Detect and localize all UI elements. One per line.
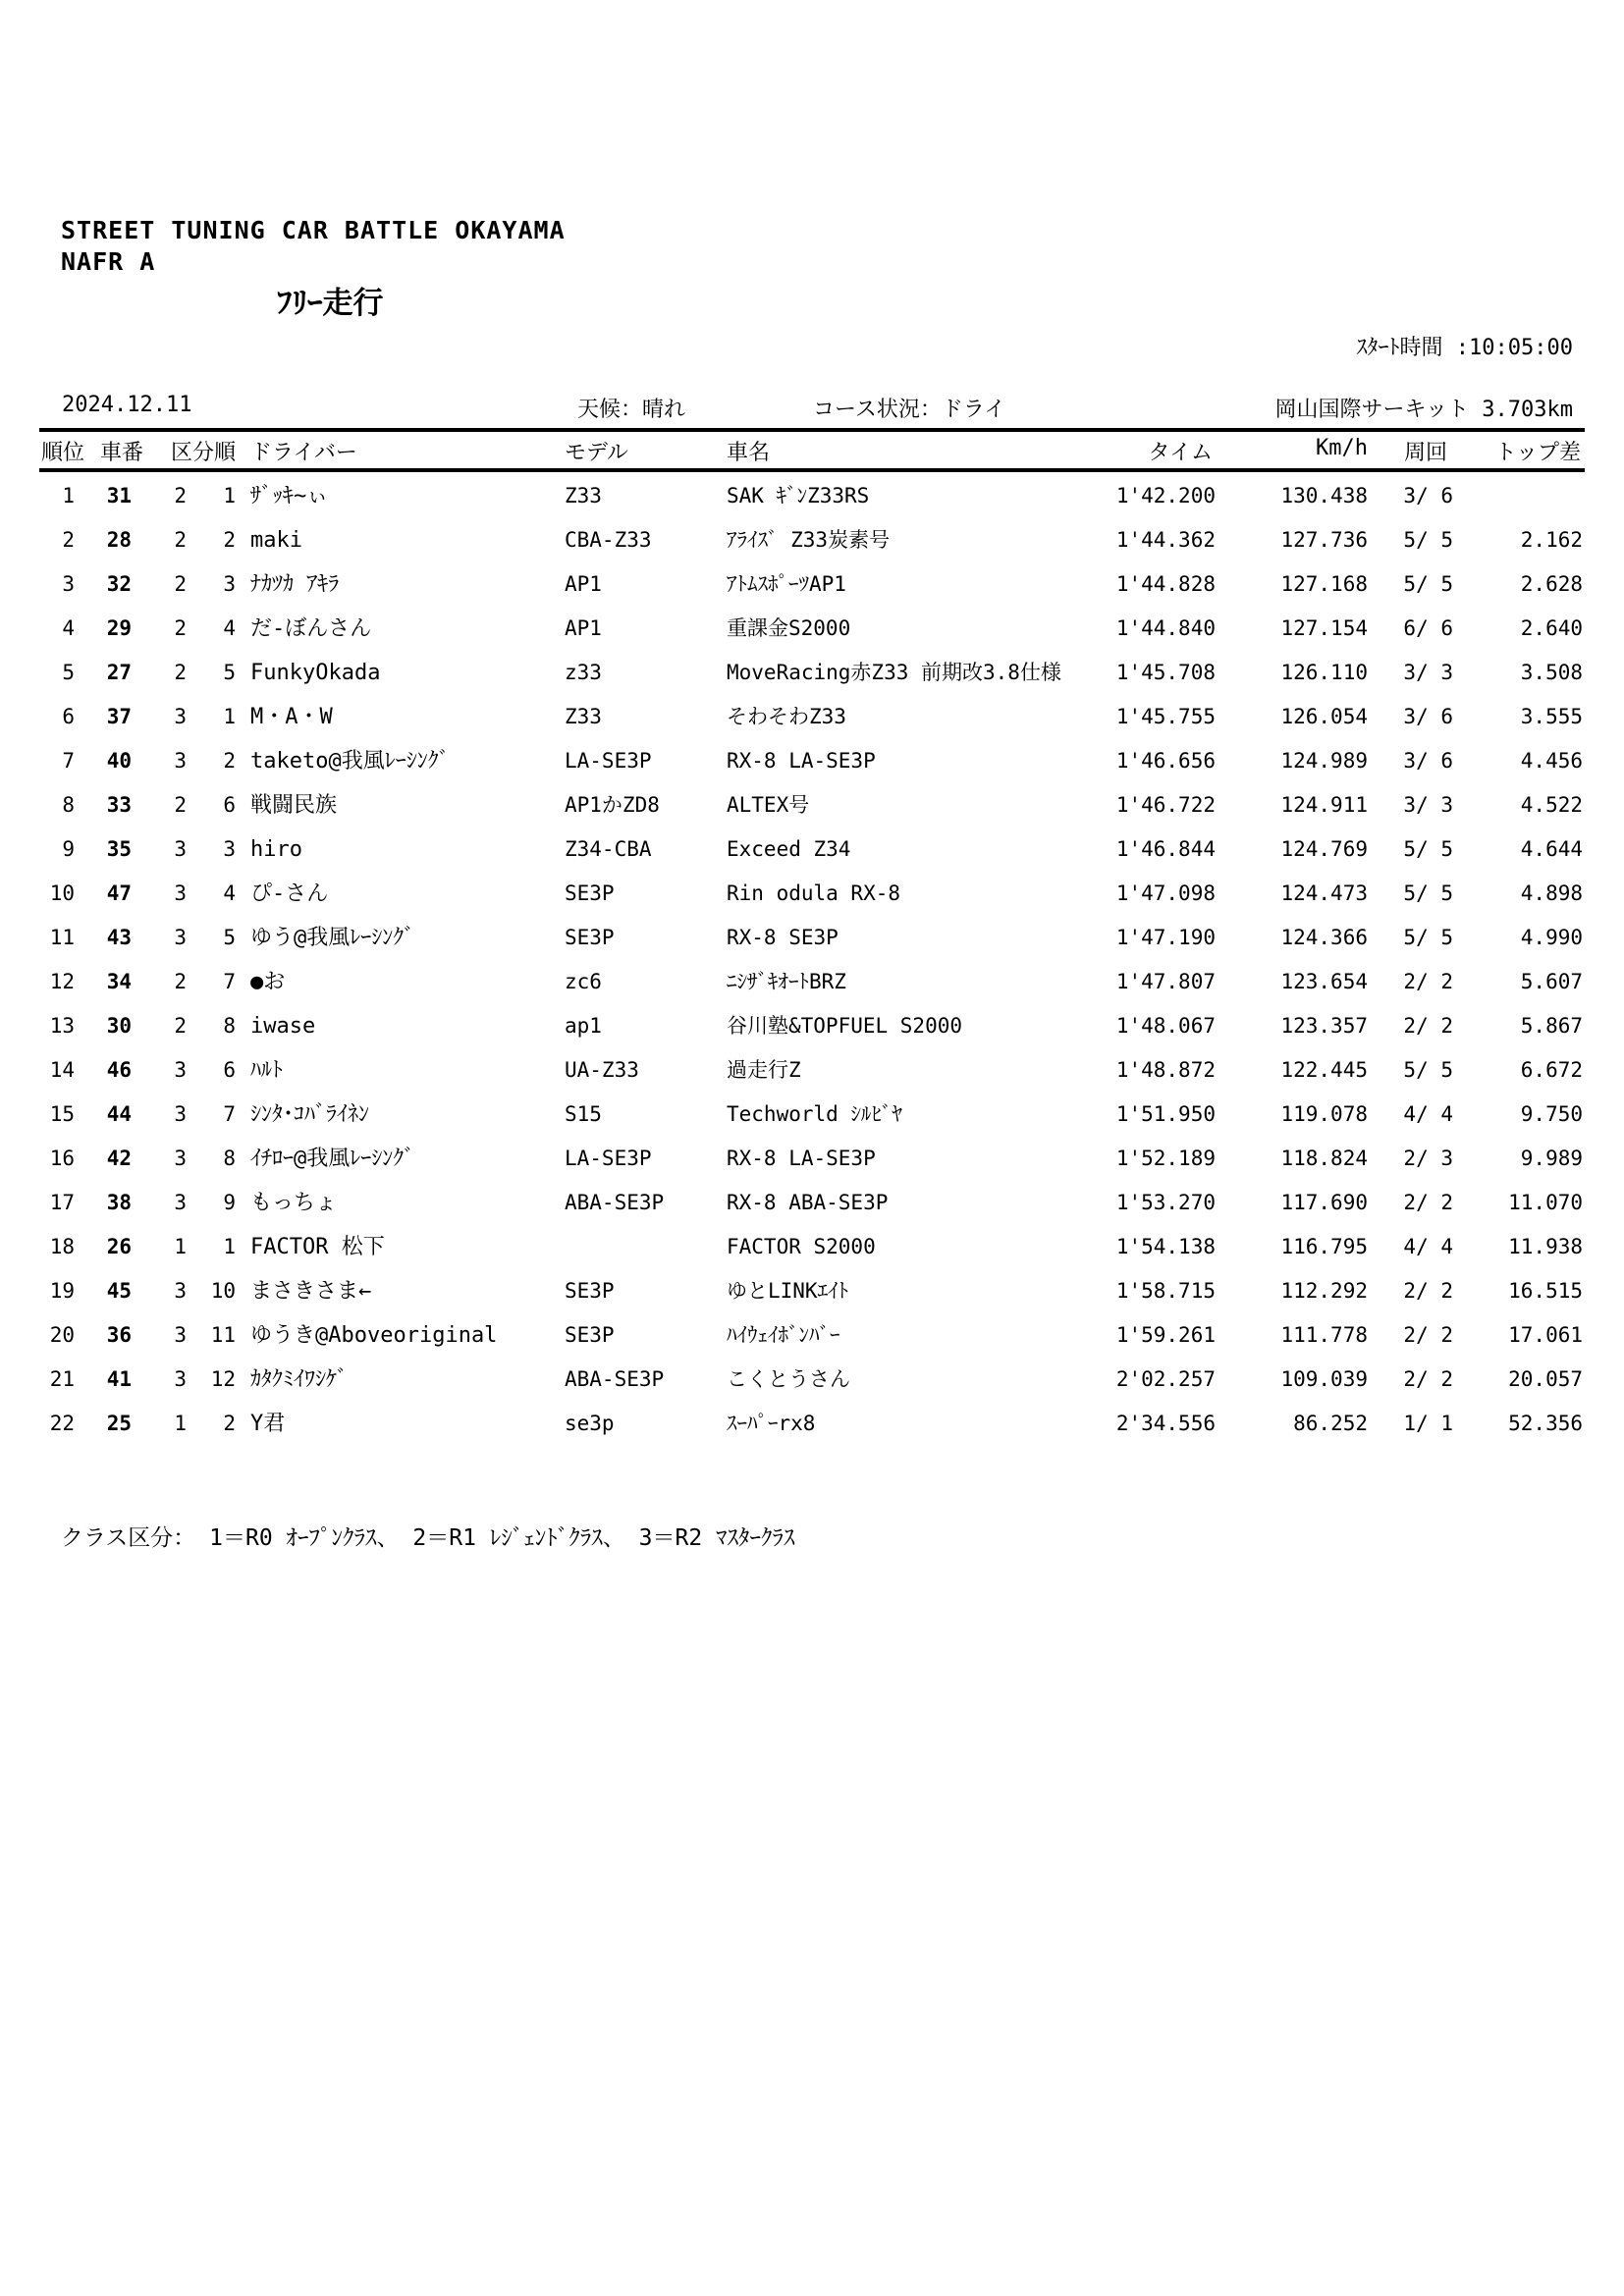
cell-model: SE3P (565, 926, 615, 949)
cell-car_name: ﾆｼｻﾞｷｵｰﾄBRZ (727, 970, 846, 993)
cell-pos: 22 (49, 1412, 75, 1435)
cell-cls: 1 (174, 1412, 187, 1435)
cell-gap: 16.515 (1508, 1279, 1583, 1303)
cell-time: 1'45.708 (1115, 661, 1216, 684)
cell-pos: 20 (49, 1323, 75, 1347)
table-row (39, 1048, 1583, 1093)
cell-car_no: 47 (106, 881, 132, 905)
table-row (39, 1004, 1583, 1048)
cell-laps: 3/ 6 (1403, 749, 1453, 773)
cell-gap: 3.555 (1520, 705, 1583, 728)
cell-cls_order: 9 (223, 1191, 236, 1214)
cell-cls_order: 7 (223, 970, 236, 993)
table-row (39, 1358, 1583, 1402)
cell-pos: 10 (49, 881, 75, 905)
table-row (39, 739, 1583, 783)
cell-cls_order: 11 (210, 1323, 236, 1347)
table-row (39, 607, 1583, 651)
cell-driver: FACTOR 松下 (250, 1235, 385, 1259)
cell-car_name: ゆとLINKｴｲﾄ (727, 1279, 849, 1303)
cell-cls_order: 8 (223, 1147, 236, 1170)
cell-kmh: 112.292 (1280, 1279, 1368, 1303)
cell-cls: 3 (174, 749, 187, 773)
weather: 天候：晴れ (577, 398, 686, 422)
cell-laps: 2/ 2 (1403, 970, 1453, 993)
cell-pos: 1 (62, 484, 75, 507)
event-title: STREET TUNING CAR BATTLE OKAYAMA (61, 216, 566, 244)
cell-time: 1'48.067 (1115, 1014, 1216, 1038)
header-time: タイム (1148, 441, 1213, 465)
cell-cls_order: 1 (223, 705, 236, 728)
cell-driver: FunkyOkada (250, 661, 381, 685)
cell-kmh: 127.168 (1280, 572, 1368, 596)
cell-car_name: Rin odula RX-8 (727, 881, 901, 905)
cell-driver: ゆう@我風ﾚｰｼﾝｸﾞ (250, 926, 415, 950)
cell-car_name: こくとうさん (727, 1367, 850, 1391)
cell-driver: ｶﾀｸﾐｲﾜｼｹﾞ (250, 1367, 349, 1392)
cell-driver: M・A・W (250, 705, 333, 729)
cell-car_no: 31 (106, 484, 132, 507)
cell-driver: ぴ-さん (250, 881, 329, 906)
cell-car_no: 40 (106, 749, 132, 773)
cell-cls: 3 (174, 705, 187, 728)
cell-pos: 19 (49, 1279, 75, 1303)
cell-laps: 5/ 5 (1403, 528, 1453, 552)
cell-kmh: 126.110 (1280, 661, 1368, 684)
cell-cls_order: 1 (223, 484, 236, 507)
cell-car_name: 谷川塾&TOPFUEL S2000 (727, 1014, 963, 1038)
cell-gap: 4.990 (1520, 926, 1583, 949)
divider-top (39, 428, 1585, 432)
cell-cls_order: 3 (223, 837, 236, 861)
cell-kmh: 86.252 (1293, 1412, 1368, 1435)
cell-driver: iwase (250, 1014, 316, 1039)
cell-car_name: SAK ｷﾞﾝZ33RS (727, 484, 870, 507)
cell-pos: 2 (62, 528, 75, 552)
cell-model: Z33 (565, 484, 602, 507)
cell-driver: ●お (250, 970, 286, 994)
cell-driver: 戦闘民族 (250, 793, 338, 818)
table-row (39, 518, 1583, 562)
cell-time: 1'54.138 (1115, 1235, 1216, 1258)
cell-time: 2'02.257 (1115, 1367, 1216, 1391)
cell-car_name: RX-8 SE3P (727, 926, 839, 949)
table-row (39, 1225, 1583, 1269)
table-row (39, 651, 1583, 695)
header-laps: 周回 (1403, 441, 1447, 465)
cell-kmh: 127.154 (1280, 616, 1368, 640)
cell-driver: maki (250, 528, 302, 553)
header-model: モデル (565, 441, 628, 465)
cell-laps: 2/ 2 (1403, 1014, 1453, 1038)
cell-laps: 2/ 2 (1403, 1367, 1453, 1391)
cell-car_name: RX-8 ABA-SE3P (727, 1191, 889, 1214)
header-car-number: 車番 (100, 441, 144, 465)
cell-kmh: 116.795 (1280, 1235, 1368, 1258)
cell-cls: 1 (174, 1235, 187, 1258)
cell-car_name: ｱﾗｲｽﾞ Z33炭素号 (727, 528, 891, 552)
cell-kmh: 124.366 (1280, 926, 1368, 949)
cell-car_no: 38 (106, 1191, 132, 1214)
table-row (39, 474, 1583, 518)
cell-time: 1'44.362 (1115, 528, 1216, 552)
table-row (39, 1269, 1583, 1313)
cell-car_no: 33 (106, 793, 132, 817)
cell-car_no: 25 (106, 1412, 132, 1435)
cell-pos: 13 (49, 1014, 75, 1038)
cell-driver: だ-ぼんさん (250, 616, 372, 641)
cell-car_no: 43 (106, 926, 132, 949)
table-row (39, 1137, 1583, 1181)
cell-car_name: RX-8 LA-SE3P (727, 1147, 876, 1170)
cell-kmh: 123.654 (1280, 970, 1368, 993)
cell-cls_order: 12 (210, 1367, 236, 1391)
table-row (39, 1313, 1583, 1358)
session-group: NAFR A (61, 247, 156, 276)
cell-driver: もっちょ (250, 1191, 338, 1215)
cell-model: ABA-SE3P (565, 1191, 665, 1214)
cell-time: 1'51.950 (1115, 1102, 1216, 1126)
cell-kmh: 124.911 (1280, 793, 1368, 817)
cell-kmh: 117.690 (1280, 1191, 1368, 1214)
cell-kmh: 130.438 (1280, 484, 1368, 507)
cell-cls_order: 4 (223, 616, 236, 640)
results-body (39, 474, 1583, 1446)
cell-driver: Y君 (250, 1412, 286, 1436)
cell-cls: 3 (174, 1367, 187, 1391)
cell-gap: 9.750 (1520, 1102, 1583, 1126)
cell-car_no: 28 (106, 528, 132, 552)
cell-gap: 20.057 (1508, 1367, 1583, 1391)
cell-gap: 5.867 (1520, 1014, 1583, 1038)
cell-car_no: 29 (106, 616, 132, 640)
cell-time: 1'53.270 (1115, 1191, 1216, 1214)
cell-laps: 3/ 6 (1403, 705, 1453, 728)
cell-model: CBA-Z33 (565, 528, 652, 552)
cell-cls_order: 2 (223, 528, 236, 552)
cell-driver: ｼﾝﾀ･ｺﾊﾞﾗｲﾈﾝ (250, 1102, 370, 1127)
cell-model: ABA-SE3P (565, 1367, 665, 1391)
cell-model: S15 (565, 1102, 602, 1126)
cell-car_no: 34 (106, 970, 132, 993)
cell-model: se3p (565, 1412, 615, 1435)
session-info-row (39, 393, 1585, 426)
table-row (39, 695, 1583, 739)
cell-car_no: 35 (106, 837, 132, 861)
cell-time: 1'59.261 (1115, 1323, 1216, 1347)
cell-car_name: FACTOR S2000 (727, 1235, 876, 1258)
cell-pos: 5 (62, 661, 75, 684)
start-time: ｽﾀｰﾄ時間 :10:05:00 (1356, 336, 1573, 360)
cell-time: 1'58.715 (1115, 1279, 1216, 1303)
cell-model: UA-Z33 (565, 1058, 639, 1082)
cell-car_no: 32 (106, 572, 132, 596)
cell-pos: 11 (49, 926, 75, 949)
cell-model: SE3P (565, 881, 615, 905)
cell-kmh: 126.054 (1280, 705, 1368, 728)
cell-laps: 5/ 5 (1403, 1058, 1453, 1082)
cell-time: 1'52.189 (1115, 1147, 1216, 1170)
cell-pos: 8 (62, 793, 75, 817)
cell-pos: 15 (49, 1102, 75, 1126)
cell-cls: 2 (174, 528, 187, 552)
table-row (39, 562, 1583, 607)
cell-kmh: 123.357 (1280, 1014, 1368, 1038)
cell-laps: 5/ 5 (1403, 572, 1453, 596)
cell-model: Z34-CBA (565, 837, 652, 861)
cell-cls_order: 4 (223, 881, 236, 905)
cell-car_no: 27 (106, 661, 132, 684)
cell-pos: 12 (49, 970, 75, 993)
cell-pos: 3 (62, 572, 75, 596)
cell-car_no: 30 (106, 1014, 132, 1038)
cell-gap: 4.898 (1520, 881, 1583, 905)
header-driver: ドライバー (250, 441, 357, 465)
cell-model: ap1 (565, 1014, 602, 1038)
cell-kmh: 124.769 (1280, 837, 1368, 861)
table-row (39, 872, 1583, 916)
cell-cls_order: 7 (223, 1102, 236, 1126)
class-legend: クラス区分： 1＝R0 ｵｰﾌﾟﾝｸﾗｽ、 2＝R1 ﾚｼﾞｪﾝﾄﾞｸﾗｽ、 3＝R2 ﾏｽﾀｰｸﾗｽ (61, 1525, 795, 1551)
cell-cls: 2 (174, 793, 187, 817)
cell-cls: 3 (174, 1323, 187, 1347)
cell-pos: 6 (62, 705, 75, 728)
cell-time: 1'48.872 (1115, 1058, 1216, 1082)
cell-driver: ﾊﾙﾄ (250, 1058, 284, 1083)
cell-car_no: 41 (106, 1367, 132, 1391)
cell-time: 1'44.828 (1115, 572, 1216, 596)
cell-kmh: 124.473 (1280, 881, 1368, 905)
cell-cls: 2 (174, 970, 187, 993)
cell-model: LA-SE3P (565, 1147, 652, 1170)
cell-gap: 9.989 (1520, 1147, 1583, 1170)
cell-time: 1'46.844 (1115, 837, 1216, 861)
cell-driver: hiro (250, 837, 302, 862)
header-car-name: 車名 (727, 441, 771, 465)
cell-car_no: 37 (106, 705, 132, 728)
cell-driver: ﾅｶﾂｶ ｱｷﾗ (250, 572, 340, 597)
cell-cls_order: 5 (223, 926, 236, 949)
cell-cls_order: 3 (223, 572, 236, 596)
cell-model: SE3P (565, 1279, 615, 1303)
cell-kmh: 111.778 (1280, 1323, 1368, 1347)
cell-time: 1'47.807 (1115, 970, 1216, 993)
table-row (39, 1402, 1583, 1446)
cell-cls_order: 2 (223, 1412, 236, 1435)
cell-time: 1'47.190 (1115, 926, 1216, 949)
cell-car_name: ｱﾄﾑｽﾎﾟｰﾂAP1 (727, 572, 846, 596)
cell-pos: 21 (49, 1367, 75, 1391)
cell-laps: 3/ 3 (1403, 661, 1453, 684)
session-name: ﾌﾘｰ走行 (277, 286, 384, 321)
cell-laps: 3/ 6 (1403, 484, 1453, 507)
cell-gap: 4.644 (1520, 837, 1583, 861)
cell-cls_order: 6 (223, 1058, 236, 1082)
cell-gap: 11.938 (1508, 1235, 1583, 1258)
cell-cls: 2 (174, 484, 187, 507)
cell-car_no: 26 (106, 1235, 132, 1258)
cell-pos: 18 (49, 1235, 75, 1258)
cell-laps: 3/ 3 (1403, 793, 1453, 817)
cell-pos: 7 (62, 749, 75, 773)
cell-gap: 6.672 (1520, 1058, 1583, 1082)
cell-car_name: ﾊｲｳｪｲﾎﾞﾝﾊﾞｰ (727, 1323, 840, 1347)
cell-car_name: 重課金S2000 (727, 616, 851, 640)
cell-cls_order: 2 (223, 749, 236, 773)
cell-model: AP1 (565, 572, 602, 596)
cell-laps: 5/ 5 (1403, 881, 1453, 905)
cell-model: zc6 (565, 970, 602, 993)
cell-time: 2'34.556 (1115, 1412, 1216, 1435)
cell-cls_order: 6 (223, 793, 236, 817)
cell-car_no: 46 (106, 1058, 132, 1082)
cell-gap: 11.070 (1508, 1191, 1583, 1214)
cell-cls_order: 1 (223, 1235, 236, 1258)
cell-gap: 17.061 (1508, 1323, 1583, 1347)
cell-model: LA-SE3P (565, 749, 652, 773)
cell-laps: 4/ 4 (1403, 1102, 1453, 1126)
cell-model: Z33 (565, 705, 602, 728)
cell-gap: 2.162 (1520, 528, 1583, 552)
cell-time: 1'45.755 (1115, 705, 1216, 728)
cell-car_name: Exceed Z34 (727, 837, 851, 861)
cell-kmh: 118.824 (1280, 1147, 1368, 1170)
cell-driver: ｲﾁﾛｰ@我風ﾚｰｼﾝｸﾞ (250, 1147, 415, 1171)
circuit-name: 岡山国際サーキット 3.703km (1274, 398, 1573, 422)
cell-model: AP1 (565, 616, 602, 640)
cell-kmh: 127.736 (1280, 528, 1368, 552)
cell-time: 1'46.656 (1115, 749, 1216, 773)
cell-laps: 1/ 1 (1403, 1412, 1453, 1435)
cell-driver: ｻﾞｯｷ~ぃ (250, 484, 329, 508)
table-row (39, 1093, 1583, 1137)
cell-gap: 52.356 (1508, 1412, 1583, 1435)
cell-laps: 5/ 5 (1403, 926, 1453, 949)
cell-cls: 3 (174, 1279, 187, 1303)
cell-car_name: そわそわZ33 (727, 705, 846, 728)
cell-cls: 3 (174, 1147, 187, 1170)
table-row (39, 783, 1583, 828)
cell-cls: 3 (174, 926, 187, 949)
header-gap-to-top: トップ差 (1494, 441, 1581, 465)
cell-gap: 5.607 (1520, 970, 1583, 993)
cell-model: z33 (565, 661, 602, 684)
cell-time: 1'47.098 (1115, 881, 1216, 905)
cell-kmh: 109.039 (1280, 1367, 1368, 1391)
cell-laps: 5/ 5 (1403, 837, 1453, 861)
cell-cls: 3 (174, 1058, 187, 1082)
table-row (39, 828, 1583, 872)
cell-gap: 2.640 (1520, 616, 1583, 640)
cell-cls: 3 (174, 1102, 187, 1126)
cell-cls_order: 10 (210, 1279, 236, 1303)
course-condition: コース状況：ドライ (813, 398, 1006, 422)
cell-car_no: 36 (106, 1323, 132, 1347)
cell-cls_order: 8 (223, 1014, 236, 1038)
cell-cls_order: 5 (223, 661, 236, 684)
cell-model: SE3P (565, 1323, 615, 1347)
cell-car_no: 44 (106, 1102, 132, 1126)
cell-car_no: 42 (106, 1147, 132, 1170)
cell-pos: 4 (62, 616, 75, 640)
cell-time: 1'46.722 (1115, 793, 1216, 817)
cell-gap: 2.628 (1520, 572, 1583, 596)
cell-car_name: ｽｰﾊﾟｰrx8 (727, 1412, 816, 1435)
header-class-order: 区分順 (171, 441, 237, 465)
cell-kmh: 119.078 (1280, 1102, 1368, 1126)
cell-cls: 2 (174, 572, 187, 596)
cell-cls: 2 (174, 616, 187, 640)
cell-time: 1'42.200 (1115, 484, 1216, 507)
header-kmh: Km/h (1316, 436, 1368, 460)
cell-driver: taketo@我風ﾚｰｼﾝｸﾞ (250, 749, 450, 774)
cell-car_name: RX-8 LA-SE3P (727, 749, 876, 773)
cell-driver: ゆうき@Aboveoriginal (250, 1323, 498, 1348)
cell-pos: 16 (49, 1147, 75, 1170)
cell-cls: 2 (174, 1014, 187, 1038)
cell-kmh: 122.445 (1280, 1058, 1368, 1082)
cell-cls: 3 (174, 1191, 187, 1214)
table-row (39, 916, 1583, 960)
header-position: 順位 (41, 441, 85, 465)
cell-cls: 2 (174, 661, 187, 684)
cell-time: 1'44.840 (1115, 616, 1216, 640)
cell-car_name: 過走行Z (727, 1058, 801, 1082)
cell-car_name: Techworld ｼﾙﾋﾞﾔ (727, 1102, 902, 1126)
table-row (39, 960, 1583, 1004)
cell-laps: 6/ 6 (1403, 616, 1453, 640)
table-header-row (39, 436, 1583, 465)
table-row (39, 1181, 1583, 1225)
divider-header (39, 468, 1585, 472)
cell-car_no: 45 (106, 1279, 132, 1303)
cell-pos: 14 (49, 1058, 75, 1082)
cell-cls: 3 (174, 881, 187, 905)
cell-cls: 3 (174, 837, 187, 861)
cell-kmh: 124.989 (1280, 749, 1368, 773)
cell-laps: 2/ 3 (1403, 1147, 1453, 1170)
cell-laps: 2/ 2 (1403, 1279, 1453, 1303)
cell-model: AP1かZD8 (565, 793, 660, 817)
cell-gap: 4.522 (1520, 793, 1583, 817)
cell-car_name: MoveRacing赤Z33 前期改3.8仕様 (727, 661, 1061, 684)
cell-laps: 2/ 2 (1403, 1191, 1453, 1214)
session-date: 2024.12.11 (62, 393, 192, 417)
cell-pos: 17 (49, 1191, 75, 1214)
cell-gap: 3.508 (1520, 661, 1583, 684)
cell-pos: 9 (62, 837, 75, 861)
cell-gap: 4.456 (1520, 749, 1583, 773)
cell-driver: まさきさま← (250, 1279, 372, 1304)
cell-laps: 2/ 2 (1403, 1323, 1453, 1347)
cell-laps: 4/ 4 (1403, 1235, 1453, 1258)
cell-car_name: ALTEX号 (727, 793, 810, 817)
